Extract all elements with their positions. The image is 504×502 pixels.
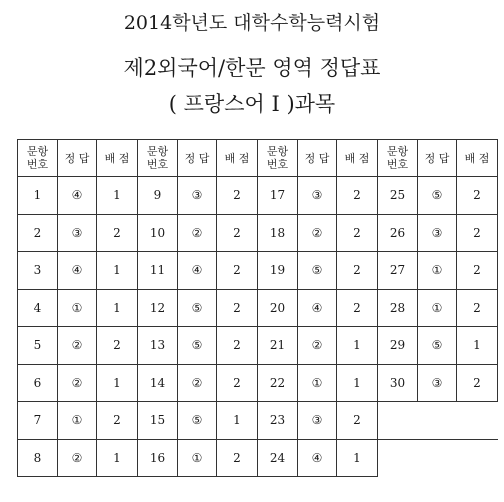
header-points: 배 점 bbox=[337, 140, 378, 177]
answer-choice: ⑤ bbox=[178, 402, 217, 440]
header-question-number-line2: 번호 bbox=[26, 158, 49, 171]
answer-choice: ⑤ bbox=[418, 327, 457, 365]
point-value: 2 bbox=[217, 252, 258, 290]
answer-choice: ② bbox=[58, 364, 97, 402]
header-row bbox=[18, 140, 498, 177]
answer-choice: ④ bbox=[58, 252, 97, 290]
section-title: 제2외국어/한문 영역 정답표 bbox=[123, 56, 381, 80]
point-value: 1 bbox=[337, 327, 378, 365]
answer-choice: ③ bbox=[298, 402, 337, 440]
table-row bbox=[18, 402, 498, 440]
point-value: 2 bbox=[337, 214, 378, 252]
answer-choice: ③ bbox=[58, 214, 97, 252]
header-question-number bbox=[18, 140, 58, 177]
answer-choice: ⑤ bbox=[178, 289, 217, 327]
question-number: 12 bbox=[138, 289, 178, 327]
question-number: 5 bbox=[18, 327, 58, 365]
question-number: 22 bbox=[258, 364, 298, 402]
question-number: 6 bbox=[18, 364, 58, 402]
answer-choice: ⑤ bbox=[418, 177, 457, 215]
point-value: 2 bbox=[337, 252, 378, 290]
point-value: 2 bbox=[97, 402, 138, 440]
question-number: 28 bbox=[378, 289, 418, 327]
point-value: 1 bbox=[337, 439, 378, 477]
answer-choice: ⑤ bbox=[298, 252, 337, 290]
exam-title: 2014학년도 대학수학능력시험 bbox=[123, 12, 381, 34]
point-value: 2 bbox=[457, 252, 498, 290]
point-value: 1 bbox=[97, 289, 138, 327]
answer-table bbox=[17, 139, 498, 477]
answer-choice: ① bbox=[418, 289, 457, 327]
answer-choice: ② bbox=[178, 364, 217, 402]
point-value: 2 bbox=[97, 327, 138, 365]
header-question-number bbox=[378, 140, 418, 177]
header-question-number-line2: 번호 bbox=[146, 158, 169, 171]
header-question-number-line1: 문항 bbox=[386, 145, 409, 158]
point-value: 1 bbox=[337, 364, 378, 402]
table-row bbox=[18, 214, 498, 252]
question-number: 19 bbox=[258, 252, 298, 290]
answer-choice: ④ bbox=[298, 289, 337, 327]
header-answer: 정 답 bbox=[58, 140, 97, 177]
question-number: 20 bbox=[258, 289, 298, 327]
question-number: 11 bbox=[138, 252, 178, 290]
point-value: 2 bbox=[457, 177, 498, 215]
point-value: 2 bbox=[337, 177, 378, 215]
empty-cell bbox=[378, 439, 498, 477]
answer-choice: ③ bbox=[178, 177, 217, 215]
table-row bbox=[18, 364, 498, 402]
answer-choice: ② bbox=[178, 214, 217, 252]
empty-cell bbox=[378, 402, 498, 440]
point-value: 2 bbox=[337, 402, 378, 440]
point-value: 2 bbox=[217, 327, 258, 365]
point-value: 2 bbox=[457, 364, 498, 402]
question-number: 14 bbox=[138, 364, 178, 402]
header-points: 배 점 bbox=[217, 140, 258, 177]
question-number: 27 bbox=[378, 252, 418, 290]
question-number: 9 bbox=[138, 177, 178, 215]
question-number: 15 bbox=[138, 402, 178, 440]
question-number: 30 bbox=[378, 364, 418, 402]
table-row bbox=[18, 439, 498, 477]
answer-choice: ① bbox=[58, 289, 97, 327]
question-number: 2 bbox=[18, 214, 58, 252]
header-points: 배 점 bbox=[97, 140, 138, 177]
point-value: 2 bbox=[217, 364, 258, 402]
point-value: 2 bbox=[217, 214, 258, 252]
question-number: 3 bbox=[18, 252, 58, 290]
question-number: 23 bbox=[258, 402, 298, 440]
answer-choice: ③ bbox=[418, 214, 457, 252]
question-number: 29 bbox=[378, 327, 418, 365]
answer-choice: ③ bbox=[298, 177, 337, 215]
question-number: 26 bbox=[378, 214, 418, 252]
table-row bbox=[18, 252, 498, 290]
question-number: 4 bbox=[18, 289, 58, 327]
answer-choice: ④ bbox=[178, 252, 217, 290]
question-number: 7 bbox=[18, 402, 58, 440]
header-points: 배 점 bbox=[457, 140, 498, 177]
answer-choice: ② bbox=[58, 439, 97, 477]
point-value: 1 bbox=[97, 364, 138, 402]
point-value: 1 bbox=[97, 252, 138, 290]
header-question-number-line1: 문항 bbox=[266, 145, 289, 158]
answer-choice: ① bbox=[298, 364, 337, 402]
header-question-number bbox=[258, 140, 298, 177]
answer-choice: ④ bbox=[298, 439, 337, 477]
question-number: 1 bbox=[18, 177, 58, 215]
header-question-number-line1: 문항 bbox=[146, 145, 169, 158]
point-value: 2 bbox=[217, 289, 258, 327]
table-row bbox=[18, 327, 498, 365]
answer-choice: ② bbox=[58, 327, 97, 365]
header-question-number-line2: 번호 bbox=[266, 158, 289, 171]
question-number: 21 bbox=[258, 327, 298, 365]
answer-choice: ② bbox=[298, 214, 337, 252]
answer-choice: ⑤ bbox=[178, 327, 217, 365]
subject-title: ( 프랑스어 I )과목 bbox=[168, 92, 336, 116]
point-value: 2 bbox=[97, 214, 138, 252]
point-value: 2 bbox=[457, 214, 498, 252]
point-value: 1 bbox=[97, 439, 138, 477]
point-value: 1 bbox=[97, 177, 138, 215]
answer-choice: ① bbox=[178, 439, 217, 477]
answer-choice: ① bbox=[58, 402, 97, 440]
question-number: 18 bbox=[258, 214, 298, 252]
header-question-number-line2: 번호 bbox=[386, 158, 409, 171]
question-number: 24 bbox=[258, 439, 298, 477]
point-value: 1 bbox=[217, 402, 258, 440]
point-value: 2 bbox=[217, 439, 258, 477]
header-question-number-line1: 문항 bbox=[26, 145, 49, 158]
header-answer: 정 답 bbox=[178, 140, 217, 177]
answer-choice: ④ bbox=[58, 177, 97, 215]
question-number: 8 bbox=[18, 439, 58, 477]
question-number: 13 bbox=[138, 327, 178, 365]
header-answer: 정 답 bbox=[298, 140, 337, 177]
answer-choice: ① bbox=[418, 252, 457, 290]
answer-choice: ② bbox=[298, 327, 337, 365]
table-row bbox=[18, 177, 498, 215]
point-value: 1 bbox=[457, 327, 498, 365]
question-number: 16 bbox=[138, 439, 178, 477]
header-question-number bbox=[138, 140, 178, 177]
question-number: 25 bbox=[378, 177, 418, 215]
point-value: 2 bbox=[457, 289, 498, 327]
point-value: 2 bbox=[337, 289, 378, 327]
question-number: 10 bbox=[138, 214, 178, 252]
header-answer: 정 답 bbox=[418, 140, 457, 177]
answer-body bbox=[18, 177, 498, 477]
table-row bbox=[18, 289, 498, 327]
question-number: 17 bbox=[258, 177, 298, 215]
point-value: 2 bbox=[217, 177, 258, 215]
answer-choice: ③ bbox=[418, 364, 457, 402]
